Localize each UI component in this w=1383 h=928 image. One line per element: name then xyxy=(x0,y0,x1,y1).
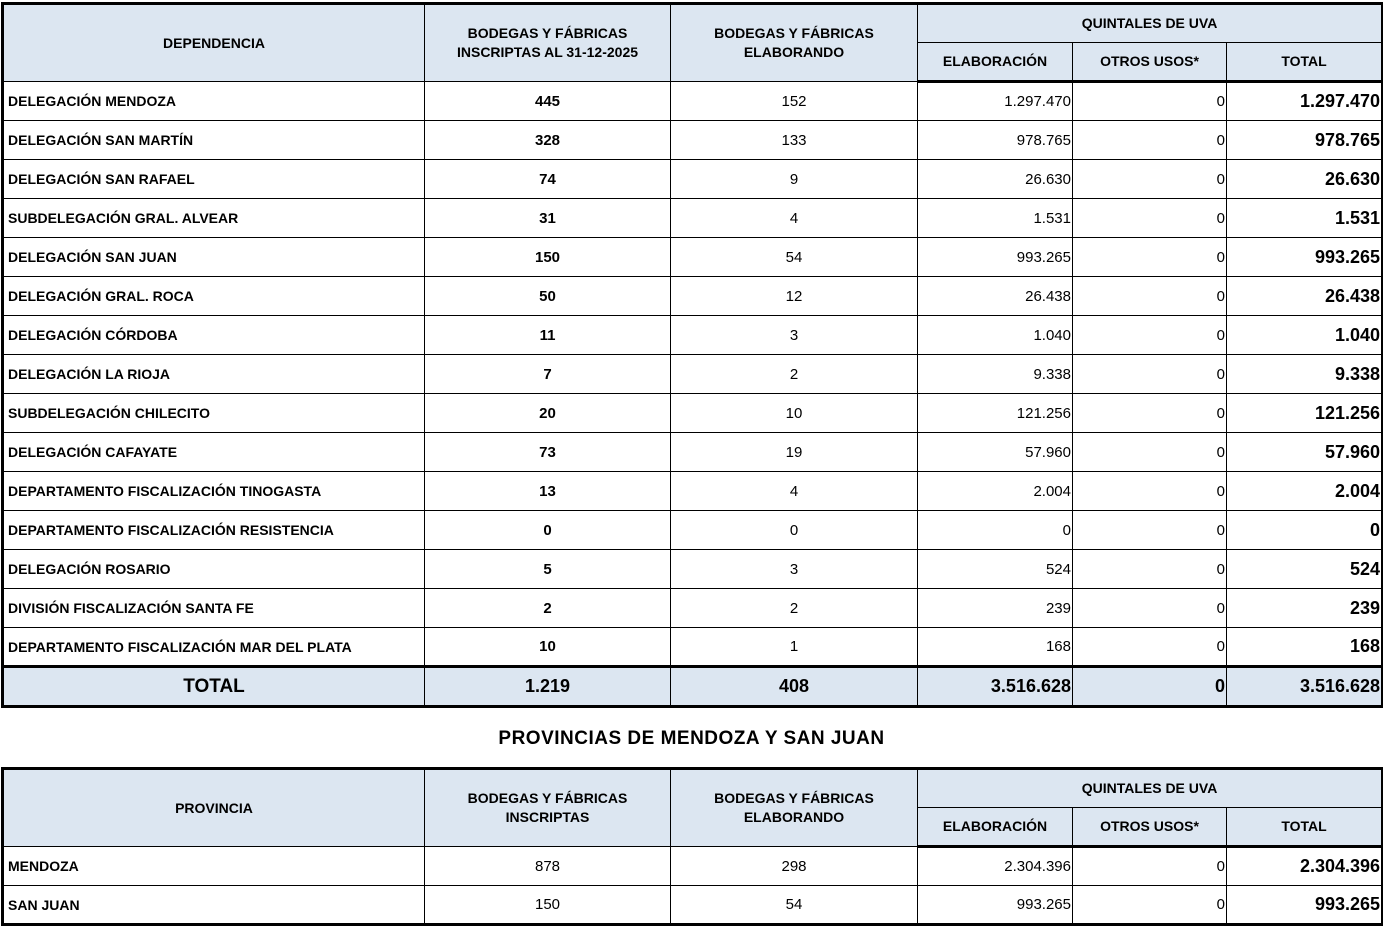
cell-elaborando: 2 xyxy=(671,589,918,628)
row-label: DELEGACIÓN MENDOZA xyxy=(3,82,425,121)
cell-otros-usos: 0 xyxy=(1073,277,1227,316)
row-label: SUBDELEGACIÓN GRAL. ALVEAR xyxy=(3,199,425,238)
table-row xyxy=(3,82,1383,121)
table-row xyxy=(3,886,1383,925)
cell-inscriptas: 20 xyxy=(425,394,671,433)
row-label: DELEGACIÓN LA RIOJA xyxy=(3,355,425,394)
row-label: MENDOZA xyxy=(3,847,425,886)
cell-elaboracion: 2.004 xyxy=(918,472,1073,511)
table-row xyxy=(3,433,1383,472)
cell-elaborando: 3 xyxy=(671,316,918,355)
cell-inscriptas: 10 xyxy=(425,628,671,667)
cell-otros-usos: 0 xyxy=(1073,589,1227,628)
cell-elaboracion: 57.960 xyxy=(918,433,1073,472)
row-label: DELEGACIÓN CAFAYATE xyxy=(3,433,425,472)
cell-otros-usos: 0 xyxy=(1073,628,1227,667)
cell-total: 524 xyxy=(1227,550,1383,589)
header-dependencia: DEPENDENCIA xyxy=(3,4,425,82)
cell-otros-usos: 0 xyxy=(1073,121,1227,160)
cell-total: 121.256 xyxy=(1227,394,1383,433)
total-label: TOTAL xyxy=(3,667,425,707)
cell-inscriptas: 878 xyxy=(425,847,671,886)
cell-total: 1.040 xyxy=(1227,316,1383,355)
cell-elaboracion: 26.630 xyxy=(918,160,1073,199)
total-elaboracion: 3.516.628 xyxy=(918,667,1073,707)
table-row xyxy=(3,628,1383,667)
table-row xyxy=(3,199,1383,238)
cell-inscriptas: 5 xyxy=(425,550,671,589)
cell-total: 26.630 xyxy=(1227,160,1383,199)
cell-elaborando: 298 xyxy=(671,847,918,886)
cell-otros-usos: 0 xyxy=(1073,238,1227,277)
cell-inscriptas: 31 xyxy=(425,199,671,238)
row-label: SAN JUAN xyxy=(3,886,425,925)
table-row xyxy=(3,589,1383,628)
table-row xyxy=(3,511,1383,550)
cell-elaboracion: 993.265 xyxy=(918,238,1073,277)
row-label: DELEGACIÓN ROSARIO xyxy=(3,550,425,589)
cell-elaborando: 1 xyxy=(671,628,918,667)
cell-elaboracion: 1.297.470 xyxy=(918,82,1073,121)
cell-elaboracion: 9.338 xyxy=(918,355,1073,394)
cell-otros-usos: 0 xyxy=(1073,82,1227,121)
cell-elaborando: 152 xyxy=(671,82,918,121)
cell-total: 57.960 xyxy=(1227,433,1383,472)
cell-otros-usos: 0 xyxy=(1073,160,1227,199)
cell-elaboracion: 121.256 xyxy=(918,394,1073,433)
header-elaborando: BODEGAS Y FÁBRICAS ELABORANDO xyxy=(671,4,918,82)
cell-otros-usos: 0 xyxy=(1073,355,1227,394)
cell-total: 9.338 xyxy=(1227,355,1383,394)
cell-elaboracion: 168 xyxy=(918,628,1073,667)
header-quintales-de-uva: QUINTALES DE UVA xyxy=(918,769,1383,808)
cell-elaborando: 9 xyxy=(671,160,918,199)
cell-elaborando: 2 xyxy=(671,355,918,394)
table-row xyxy=(3,238,1383,277)
row-label: DELEGACIÓN SAN MARTÍN xyxy=(3,121,425,160)
table-row xyxy=(3,316,1383,355)
cell-inscriptas: 13 xyxy=(425,472,671,511)
header-total: TOTAL xyxy=(1227,43,1383,82)
cell-elaborando: 3 xyxy=(671,550,918,589)
cell-total: 1.297.470 xyxy=(1227,82,1383,121)
cell-inscriptas: 150 xyxy=(425,238,671,277)
cell-total: 993.265 xyxy=(1227,886,1383,925)
row-label: DELEGACIÓN CÓRDOBA xyxy=(3,316,425,355)
header-quintales-de-uva: QUINTALES DE UVA xyxy=(918,4,1383,43)
cell-total: 168 xyxy=(1227,628,1383,667)
section-subtitle: PROVINCIAS DE MENDOZA Y SAN JUAN xyxy=(498,728,885,749)
cell-otros-usos: 0 xyxy=(1073,550,1227,589)
header-elaborando: BODEGAS Y FÁBRICAS ELABORANDO xyxy=(671,769,918,847)
header-elaboracion: ELABORACIÓN xyxy=(918,808,1073,847)
cell-inscriptas: 2 xyxy=(425,589,671,628)
cell-otros-usos: 0 xyxy=(1073,199,1227,238)
cell-elaboracion: 1.531 xyxy=(918,199,1073,238)
row-label: DIVISIÓN FISCALIZACIÓN SANTA FE xyxy=(3,589,425,628)
row-label: DEPARTAMENTO FISCALIZACIÓN TINOGASTA xyxy=(3,472,425,511)
cell-total: 993.265 xyxy=(1227,238,1383,277)
cell-otros-usos: 0 xyxy=(1073,394,1227,433)
cell-total: 978.765 xyxy=(1227,121,1383,160)
cell-inscriptas: 11 xyxy=(425,316,671,355)
cell-otros-usos: 0 xyxy=(1073,472,1227,511)
cell-inscriptas: 445 xyxy=(425,82,671,121)
cell-elaborando: 10 xyxy=(671,394,918,433)
cell-inscriptas: 7 xyxy=(425,355,671,394)
row-label: DEPARTAMENTO FISCALIZACIÓN RESISTENCIA xyxy=(3,511,425,550)
cell-total: 1.531 xyxy=(1227,199,1383,238)
cell-otros-usos: 0 xyxy=(1073,433,1227,472)
cell-inscriptas: 73 xyxy=(425,433,671,472)
cell-elaboracion: 524 xyxy=(918,550,1073,589)
cell-elaboracion: 26.438 xyxy=(918,277,1073,316)
header-provincia: PROVINCIA xyxy=(3,769,425,847)
dependencias-table xyxy=(1,2,1383,708)
cell-otros-usos: 0 xyxy=(1073,886,1227,925)
cell-inscriptas: 0 xyxy=(425,511,671,550)
cell-inscriptas: 150 xyxy=(425,886,671,925)
total-row xyxy=(3,667,1383,707)
cell-total: 2.004 xyxy=(1227,472,1383,511)
cell-elaborando: 133 xyxy=(671,121,918,160)
cell-inscriptas: 74 xyxy=(425,160,671,199)
cell-otros-usos: 0 xyxy=(1073,847,1227,886)
cell-inscriptas: 50 xyxy=(425,277,671,316)
provincias-table xyxy=(1,767,1383,926)
total-elaborando: 408 xyxy=(671,667,918,707)
table-row xyxy=(3,121,1383,160)
cell-elaborando: 4 xyxy=(671,199,918,238)
cell-otros-usos: 0 xyxy=(1073,316,1227,355)
header-otros-usos: OTROS USOS* xyxy=(1073,808,1227,847)
header-otros-usos: OTROS USOS* xyxy=(1073,43,1227,82)
table-row xyxy=(3,847,1383,886)
cell-total: 239 xyxy=(1227,589,1383,628)
cell-elaborando: 4 xyxy=(671,472,918,511)
cell-inscriptas: 328 xyxy=(425,121,671,160)
table-row xyxy=(3,277,1383,316)
header-total: TOTAL xyxy=(1227,808,1383,847)
cell-elaboracion: 978.765 xyxy=(918,121,1073,160)
row-label: DELEGACIÓN GRAL. ROCA xyxy=(3,277,425,316)
cell-elaboracion: 1.040 xyxy=(918,316,1073,355)
cell-otros-usos: 0 xyxy=(1073,511,1227,550)
header-inscriptas: BODEGAS Y FÁBRICAS INSCRIPTAS xyxy=(425,769,671,847)
table-row xyxy=(3,550,1383,589)
row-label: DELEGACIÓN SAN RAFAEL xyxy=(3,160,425,199)
cell-elaboracion: 2.304.396 xyxy=(918,847,1073,886)
total-inscriptas: 1.219 xyxy=(425,667,671,707)
cell-elaborando: 0 xyxy=(671,511,918,550)
cell-total: 0 xyxy=(1227,511,1383,550)
row-label: SUBDELEGACIÓN CHILECITO xyxy=(3,394,425,433)
row-label: DEPARTAMENTO FISCALIZACIÓN MAR DEL PLATA xyxy=(3,628,425,667)
total-total: 3.516.628 xyxy=(1227,667,1383,707)
cell-total: 26.438 xyxy=(1227,277,1383,316)
table-row xyxy=(3,394,1383,433)
header-elaboracion: ELABORACIÓN xyxy=(918,43,1073,82)
cell-elaborando: 12 xyxy=(671,277,918,316)
cell-elaboracion: 239 xyxy=(918,589,1073,628)
header-inscriptas: BODEGAS Y FÁBRICAS INSCRIPTAS AL 31-12-2025 xyxy=(425,4,671,82)
row-label: DELEGACIÓN SAN JUAN xyxy=(3,238,425,277)
cell-elaboracion: 993.265 xyxy=(918,886,1073,925)
table-row xyxy=(3,355,1383,394)
cell-elaboracion: 0 xyxy=(918,511,1073,550)
table-row xyxy=(3,160,1383,199)
cell-elaborando: 19 xyxy=(671,433,918,472)
total-otros-usos: 0 xyxy=(1073,667,1227,707)
table-row xyxy=(3,472,1383,511)
cell-elaborando: 54 xyxy=(671,238,918,277)
cell-total: 2.304.396 xyxy=(1227,847,1383,886)
cell-elaborando: 54 xyxy=(671,886,918,925)
